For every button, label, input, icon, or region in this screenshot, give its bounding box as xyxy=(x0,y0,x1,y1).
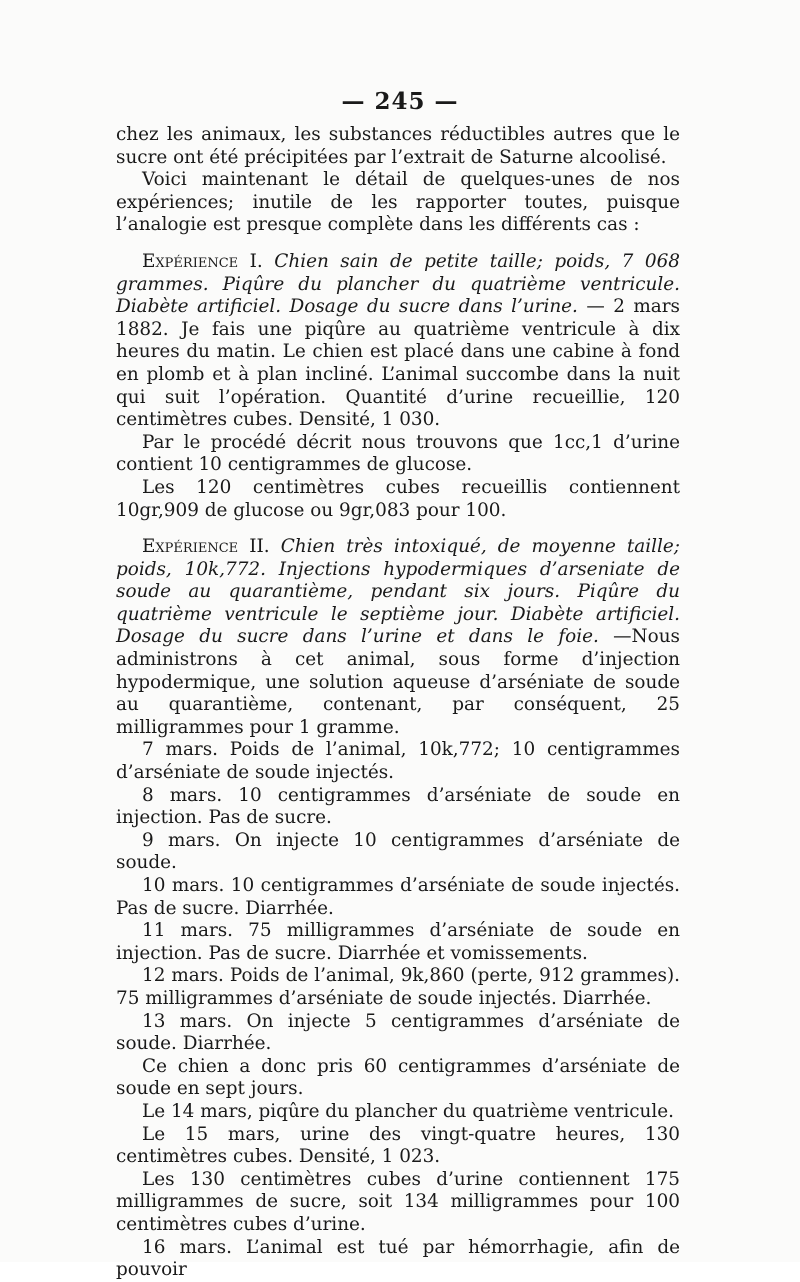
experiment-title: Chien très intoxiqué, de moyenne taille; poids, 10k,772. Injections hypodermiques d’arseniate de soude au quarantième, pendant six jours. Piqûre du quatrième ventricule le septième jour. Diabète artificiel. Dosage du sucre dans l’urine et dans le foie. xyxy=(116,536,680,648)
paragraph: Les 120 centimètres cubes recueillis contiennent 10gr,909 de glucose ou 9gr,083 pour 100. xyxy=(116,476,680,521)
paragraph: Voici maintenant le détail de quelques-unes de nos expériences; inutile de les rapporter toutes, puisque l’analogie est presque complète dans les différents cas : xyxy=(116,169,680,236)
body-text xyxy=(116,124,680,1282)
paragraph: Le 15 mars, urine des vingt-quatre heures, 130 centimètres cubes. Densité, 1 023. xyxy=(116,1123,680,1168)
experiment-title: Chien sain de petite taille; poids, 7 068 grammes. Piqûre du plancher du quatrième ventricule. Diabète artificiel. Dosage du sucre dans l’urine. xyxy=(116,250,680,318)
experiment-label: Expérience II. xyxy=(142,536,270,558)
paragraph: Ce chien a donc pris 60 centigrammes d’arséniate de soude en sept jours. xyxy=(116,1055,680,1100)
paragraph: Le 14 mars, piqûre du plancher du quatrième ventricule. xyxy=(142,1100,674,1122)
paragraph: chez les animaux, les substances réductibles autres que le sucre ont été précipitées par l’extrait de Saturne alcoolisé. xyxy=(116,124,680,168)
daily-entry: 8 mars. 10 centigrammes d’arséniate de soude en injection. Pas de sucre. xyxy=(116,784,680,829)
experiment-1-intro xyxy=(116,251,680,432)
daily-entry: 9 mars. On injecte 10 centigrammes d’arséniate de soude. xyxy=(116,829,680,874)
experiment-2-intro xyxy=(116,536,680,739)
paragraph: Par le procédé décrit nous trouvons que 1cc,1 d’urine contient 10 centigrammes de glucose. xyxy=(116,431,680,476)
daily-entry: 13 mars. On injecte 5 centigrammes d’arséniate de soude. Diarrhée. xyxy=(116,1010,680,1055)
paragraph: Les 130 centimètres cubes d’urine contiennent 175 milligrammes de sucre, soit 134 milligrammes pour 100 centimètres cubes d’urine. xyxy=(116,1168,680,1235)
paragraph: 16 mars. L’animal est tué par hémorrhagie, afin de pouvoir xyxy=(116,1236,680,1281)
daily-entry: 7 mars. Poids de l’animal, 10k,772; 10 centigrammes d’arséniate de soude injectés. xyxy=(116,739,680,784)
daily-entry: 10 mars. 10 centigrammes d’arséniate de soude injectés. Pas de sucre. Diarrhée. xyxy=(116,875,680,919)
page-number: — 245 — xyxy=(341,88,459,115)
experiment-text: — 2 mars 1882. Je fais une piqûre au quatrième ventricule à dix heures du matin. Le chien est placé dans une cabine à fond en plomb et à plan incliné. L’animal succombe dans la nuit qui suit l’opération. Quantité d’urine recueillie, 120 centimètres cubes. Densité, 1 030. xyxy=(116,296,680,431)
experiment-text: —Nous administrons à cet animal, sous forme d’injection hypodermique, une solution aqueuse d’arséniate de soude au quarantième, contenant, par conséquent, 25 milligrammes pour 1 gramme. xyxy=(116,626,680,738)
experiment-label: Expérience I. xyxy=(142,250,263,272)
daily-entry: 11 mars. 75 milligrammes d’arséniate de soude en injection. Pas de sucre. Diarrhée et vomissements. xyxy=(116,920,680,964)
daily-entry: 12 mars. Poids de l’animal, 9k,860 (perte, 912 grammes). 75 milligrammes d’arséniate de soude injectés. Diarrhée. xyxy=(116,965,680,1009)
